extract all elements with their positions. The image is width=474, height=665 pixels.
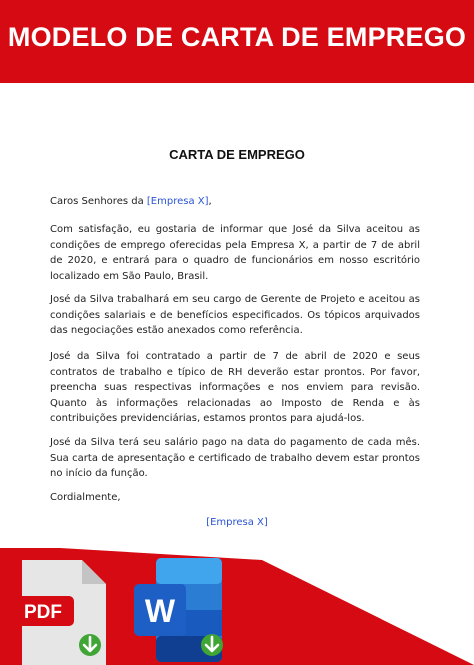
letter-greeting <box>50 194 420 210</box>
greeting-prefix: Caros Senhores da <box>50 196 147 207</box>
letter-paragraph-1: Com satisfação, eu gostaria de informar que José da Silva aceitou as condições de emprego oferecidas pela Empresa X, a partir de 7 de abril de 2020, e entrará para o quadro de funcionários em nosso escritório localizado em São Paulo, Brasil. <box>50 224 420 282</box>
download-arrow-icon <box>201 634 223 656</box>
greeting-suffix: , <box>208 196 212 207</box>
greeting-company-placeholder: [Empresa X] <box>146 196 209 207</box>
letter-paragraph-3: José da Silva foi contratado a partir de 7 de abril de 2020 e seus contratos de trabalho e típico de RH deverão estar prontos. Por favor, preencha suas respectivas informações e nos enviem para revisão. Quanto às informações relacionadas ao Imposto de Renda e às contribuições previdenciárias, estamos prontos para ajudá-los. <box>50 351 420 424</box>
signature-company-placeholder: [Empresa X] <box>206 517 268 528</box>
letter-paragraph-2: José da Silva trabalhará em seu cargo de Gerente de Projeto e aceitou as condições salariais e de benefícios especificados. Os tópicos arquivados das negociações estão anexados como referência. <box>50 294 420 336</box>
download-arrow-icon <box>79 634 101 656</box>
pdf-download-button[interactable] <box>12 556 112 665</box>
header-banner <box>0 0 474 83</box>
page-title: MODELO DE CARTA DE EMPREGO <box>7 22 467 52</box>
letter-heading: CARTA DE EMPREGO <box>169 147 305 162</box>
word-download-button[interactable] <box>128 556 228 665</box>
letter-closing: Cordialmente, <box>50 492 121 503</box>
pdf-label: PDF <box>24 602 62 623</box>
letter-paragraph-4: José da Silva terá seu salário pago na data do pagamento de cada mês. Sua carta de apresentação e certificado de trabalho devem estar prontos no início da função. <box>50 437 420 479</box>
word-label: W <box>144 593 176 629</box>
